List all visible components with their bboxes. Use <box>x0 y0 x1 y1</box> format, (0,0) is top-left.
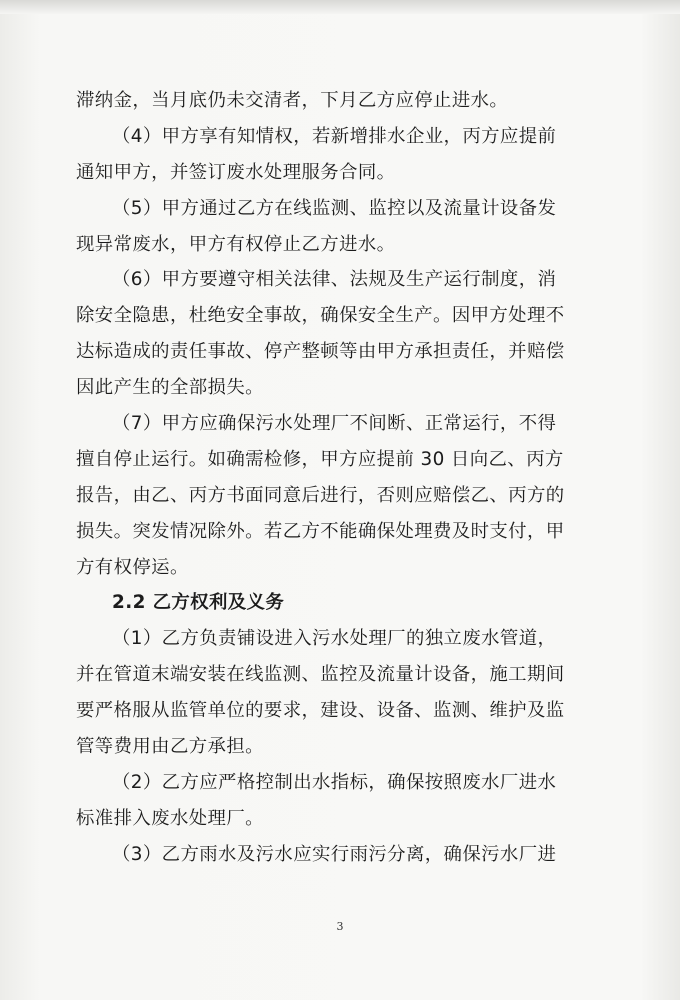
text-line: （4）甲方享有知情权，若新增排水企业，丙方应提前 <box>112 125 557 147</box>
text-line: 滞纳金，当月底仍未交清者，下月乙方应停止进水。 <box>76 90 509 111</box>
text-line: （1）乙方负责铺设进入污水处理厂的独立废水管道， <box>112 628 557 650</box>
text-line: （6）甲方要遵守相关法律、法规及生产运行制度，消 <box>112 269 557 291</box>
section-heading: 2.2 乙方权利及义务 <box>112 592 285 614</box>
text-line: 通知甲方，并签订废水处理服务合同。 <box>76 161 396 183</box>
text-line: （2）乙方应严格控制出水指标，确保按照废水厂进水 <box>112 771 557 793</box>
text-line: 并在管道末端安装在线监测、监控及流量计设备，施工期间 <box>76 664 565 686</box>
text-line: 方有权停运。 <box>76 556 189 578</box>
text-line: 擅自停止运行。如确需检修，甲方应提前 30 日向乙、丙方 <box>76 448 564 470</box>
text-line: 因此产生的全部损失。 <box>76 377 264 399</box>
text-line: 报告，由乙、丙方书面同意后进行，否则应赔偿乙、丙方的 <box>76 484 565 506</box>
text-line: 标准排入废水处理厂。 <box>76 807 264 829</box>
text-line: 管等费用由乙方承担。 <box>76 736 264 758</box>
text-line: （7）甲方应确保污水处理厂不间断、正常运行，不得 <box>112 413 557 435</box>
text-line: （5）甲方通过乙方在线监测、监控以及流量计设备发 <box>112 197 557 219</box>
page-number: 3 <box>336 920 344 933</box>
page-top-edge <box>0 0 680 14</box>
text-line: 除安全隐患，杜绝安全事故，确保安全生产。因甲方处理不 <box>76 305 565 327</box>
text-line: 现异常废水，甲方有权停止乙方进水。 <box>76 233 396 255</box>
document-body <box>76 83 596 873</box>
text-line: （3）乙方雨水及污水应实行雨污分离，确保污水厂进 <box>112 843 557 865</box>
text-line: 要严格服从监管单位的要求，建设、设备、监测、维护及监 <box>76 700 565 722</box>
text-line: 损失。突发情况除外。若乙方不能确保处理费及时支付，甲 <box>76 520 565 542</box>
text-line: 达标造成的责任事故、停产整顿等由甲方承担责任，并赔偿 <box>76 341 565 363</box>
